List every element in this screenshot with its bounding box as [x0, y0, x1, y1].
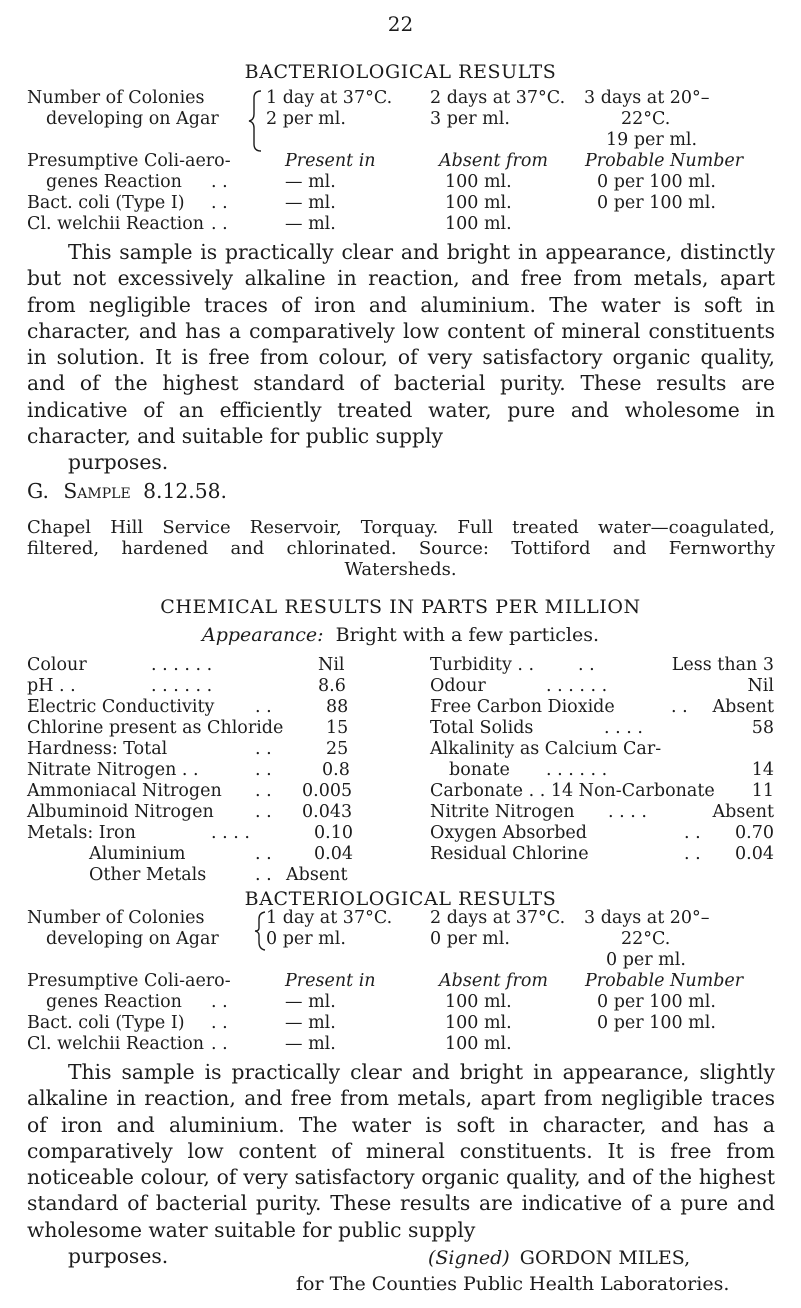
chem-label: Carbonate . . 14 Non-Carbonate — [430, 781, 715, 801]
chem-value: Less than 3 — [671, 655, 774, 675]
chem-label: Ammoniacal Nitrogen — [27, 781, 222, 801]
sample-description: filtered, hardened and chlorinated. Source: Tottiford and Fernworthy — [27, 538, 775, 559]
absent-value: 100 ml. — [445, 992, 512, 1012]
chem-label: Residual Chlorine — [430, 844, 589, 864]
absent-from-header: Absent from — [439, 971, 549, 991]
chem-label: Metals: Iron — [27, 823, 136, 843]
leader-dots: . . — [211, 1013, 228, 1033]
absent-value: 100 ml. — [445, 193, 512, 213]
chem-label: Chlorine present as Chloride — [27, 718, 284, 738]
chem-label: bonate — [449, 760, 510, 780]
two-day-count: 3 per ml. — [430, 109, 510, 129]
welchii-label: Cl. welchii Reaction — [27, 1034, 205, 1054]
absent-value: 100 ml. — [445, 214, 512, 234]
bact-coli-label: Bact. coli (Type I) — [27, 1013, 185, 1033]
chem-value: 0.10 — [314, 823, 353, 843]
three-day-count: 0 per ml. — [606, 950, 686, 970]
chem-label: Odour — [430, 676, 486, 696]
one-day-count: 0 per ml. — [266, 929, 346, 949]
leader-dots: . . — [211, 214, 228, 234]
sample-description: Watersheds. — [344, 559, 457, 580]
chem-label: Hardness: Total — [27, 739, 168, 759]
chem-value: Absent — [712, 802, 774, 822]
signed-label: (Signed) — [428, 1247, 510, 1269]
probable-value: 0 per 100 ml. — [597, 172, 716, 192]
probable-value: 0 per 100 ml. — [597, 193, 716, 213]
present-in-header: Present in — [285, 151, 376, 171]
chem-value: 58 — [751, 718, 774, 738]
present-value: — ml. — [285, 992, 336, 1012]
paragraph-text: This sample is practically clear and bright in appearance, slightly alkaline in reaction, and free from metals, apart from negligible traces of iron and aluminium. The water is soft in character, and has a comparatively low content of mineral constituents. It is free from noticeable colour, of very satisfactory organic quality, and of the highest standard of bacterial purity. These results are indicative of a pure and wholesome water suitable for public supply — [27, 1060, 775, 1242]
welchii-label: Cl. welchii Reaction — [27, 214, 205, 234]
chem-value: Nil — [318, 655, 345, 675]
leader-dots: . . — [255, 739, 272, 759]
chem-label: Oxygen Absorbed — [430, 823, 587, 843]
leader-dots: . . — [211, 1034, 228, 1054]
chem-value: Absent — [286, 865, 348, 885]
chem-label: Other Metals — [89, 865, 207, 885]
chem-value: 0.043 — [302, 802, 353, 822]
probable-value: 0 per 100 ml. — [597, 1013, 716, 1033]
chem-value: 0.04 — [314, 844, 353, 864]
present-value: — ml. — [285, 1034, 336, 1054]
presumptive-label: genes Reaction — [46, 172, 182, 192]
chem-value: 11 — [751, 781, 774, 801]
chemical-heading: CHEMICAL RESULTS IN PARTS PER MILLION — [160, 596, 641, 618]
one-day-count: 2 per ml. — [266, 109, 346, 129]
sample-word: Sample — [63, 479, 131, 503]
colonies-label: Number of Colonies — [27, 88, 205, 108]
absent-value: 100 ml. — [445, 172, 512, 192]
brace-icon — [248, 90, 264, 152]
sample-description: Chapel Hill Service Reservoir, Torquay. Full treated water—coagulated, — [27, 517, 775, 538]
chem-value: 8.6 — [318, 676, 346, 696]
leader-dots: . . — [684, 823, 701, 843]
presumptive-label: Presumptive Coli-aero- — [27, 971, 231, 991]
leader-dots: . . — [255, 781, 272, 801]
two-day-count: 0 per ml. — [430, 929, 510, 949]
appearance-value: Bright with a few particles. — [335, 624, 600, 646]
present-value: — ml. — [285, 214, 336, 234]
chem-value: 0.04 — [735, 844, 774, 864]
chem-label: pH . . — [27, 676, 76, 696]
leader-dots: . . — [684, 844, 701, 864]
chem-value: 15 — [326, 718, 349, 738]
bact-coli-label: Bact. coli (Type I) — [27, 193, 185, 213]
chem-label: Albuminoid Nitrogen — [27, 802, 214, 822]
chem-value: 14 — [751, 760, 774, 780]
chem-label: Total Solids — [430, 718, 534, 738]
chem-value: 25 — [326, 739, 349, 759]
leader-dots: . . . . . . — [546, 676, 608, 696]
sample-letter: G. — [27, 479, 49, 503]
colonies-label: developing on Agar — [46, 109, 219, 129]
leader-dots: . . — [211, 172, 228, 192]
present-value: — ml. — [285, 1013, 336, 1033]
chem-value: 88 — [326, 697, 349, 717]
leader-dots: . . — [578, 655, 595, 675]
leader-dots: . . — [255, 865, 272, 885]
leader-dots: . . . . — [608, 802, 647, 822]
leader-dots: . . — [255, 802, 272, 822]
chem-value: 0.005 — [302, 781, 353, 801]
one-day-value: 1 day at 37°C. — [266, 908, 393, 928]
summary-paragraph — [27, 1059, 775, 1269]
appearance-line — [202, 624, 599, 646]
absent-value: 100 ml. — [445, 1034, 512, 1054]
two-day-value: 2 days at 37°C. — [430, 908, 566, 928]
page-number: 22 — [387, 12, 414, 36]
leader-dots: . . . . . . — [151, 676, 213, 696]
presumptive-label: Presumptive Coli-aero- — [27, 151, 231, 171]
leader-dots: . . . . . . — [151, 655, 213, 675]
present-value: — ml. — [285, 193, 336, 213]
three-day-value: 3 days at 20°– — [584, 908, 710, 928]
paragraph-text: This sample is practically clear and bright in appearance, distinctly but not excessively alkaline in reaction, and free from metals, apart from negligible traces of iron and aluminium. The water is soft in character, and has a comparatively low content of mineral constituents in solution. It is free from colour, of very satisfactory organic quality, and of the highest standard of bacterial purity. These results are indicative of an efficiently treated water, pure and wholesome in character, and suitable for public supply — [27, 240, 775, 449]
leader-dots: . . — [255, 760, 272, 780]
paragraph-last-line: purposes. — [68, 1244, 169, 1269]
leader-dots: . . — [211, 193, 228, 213]
chem-label: Nitrate Nitrogen . . — [27, 760, 199, 780]
three-day-temp: 22°C. — [621, 929, 671, 949]
probable-number-header: Probable Number — [585, 971, 744, 991]
presumptive-label: genes Reaction — [46, 992, 182, 1012]
paragraph-last-line: purposes. — [68, 450, 169, 475]
absent-from-header: Absent from — [439, 151, 549, 171]
sample-heading — [27, 479, 227, 503]
one-day-value: 1 day at 37°C. — [266, 88, 393, 108]
chem-label: Electric Conductivity — [27, 697, 215, 717]
absent-value: 100 ml. — [445, 1013, 512, 1033]
leader-dots: . . . . . . — [546, 760, 608, 780]
present-in-header: Present in — [285, 971, 376, 991]
three-day-value: 3 days at 20°– — [584, 88, 710, 108]
chem-label: Alkalinity as Calcium Car- — [430, 739, 662, 759]
leader-dots: . . — [255, 697, 272, 717]
leader-dots: . . — [255, 844, 272, 864]
three-day-count: 19 per ml. — [606, 130, 698, 150]
colonies-label: developing on Agar — [46, 929, 219, 949]
chem-label: Turbidity . . — [430, 655, 535, 675]
two-day-value: 2 days at 37°C. — [430, 88, 566, 108]
summary-paragraph — [27, 239, 775, 476]
probable-value: 0 per 100 ml. — [597, 992, 716, 1012]
leader-dots: . . — [671, 697, 688, 717]
signed-name: GORDON MILES, — [519, 1247, 691, 1269]
chem-label: Aluminium — [89, 844, 186, 864]
chem-value: Nil — [747, 676, 774, 696]
chem-value: 0.70 — [735, 823, 774, 843]
signature-line — [428, 1247, 690, 1269]
chem-label: Colour — [27, 655, 87, 675]
bact-heading: BACTERIOLOGICAL RESULTS — [244, 61, 557, 83]
appearance-label: Appearance: — [202, 624, 324, 646]
sample-date: 8.12.58. — [143, 479, 227, 503]
chem-value: 0.8 — [322, 760, 350, 780]
leader-dots: . . . . — [604, 718, 643, 738]
chem-label: Nitrite Nitrogen — [430, 802, 575, 822]
leader-dots: . . . . — [211, 823, 250, 843]
signature-organisation: for The Counties Public Health Laboratories. — [296, 1273, 730, 1295]
brace-icon — [253, 911, 267, 951]
chem-value: Absent — [712, 697, 774, 717]
colonies-label: Number of Colonies — [27, 908, 205, 928]
three-day-temp: 22°C. — [621, 109, 671, 129]
chem-label: Free Carbon Dioxide — [430, 697, 615, 717]
probable-number-header: Probable Number — [585, 151, 744, 171]
bact-heading: BACTERIOLOGICAL RESULTS — [244, 888, 557, 910]
leader-dots: . . — [211, 992, 228, 1012]
present-value: — ml. — [285, 172, 336, 192]
